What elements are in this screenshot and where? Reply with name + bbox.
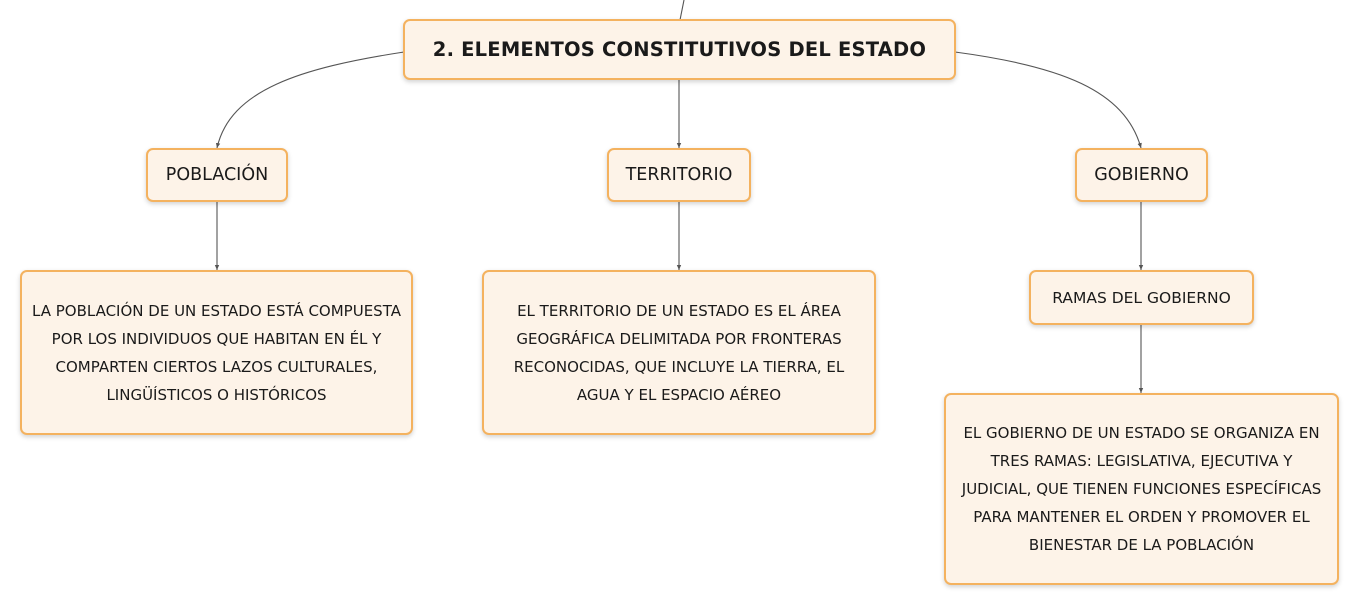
root-node-label: 2. ELEMENTOS CONSTITUTIVOS DEL ESTADO xyxy=(432,38,927,61)
poblacion-description-node[interactable] xyxy=(20,270,413,435)
gobierno-node[interactable] xyxy=(1075,148,1208,202)
connector-incoming-root xyxy=(680,0,684,20)
poblacion-description-text: LA POBLACIÓN DE UN ESTADO ESTÁ COMPUESTA POR LOS INDIVIDUOS QUE HABITAN EN ÉL Y COMPARTEN CIERTOS LAZOS CULTURALES, LINGÜÍSTICOS O HISTÓRICOS xyxy=(32,301,401,404)
gobierno-description-node[interactable] xyxy=(944,393,1339,585)
territorio-description-text: EL TERRITORIO DE UN ESTADO ES EL ÁREA GEOGRÁFICA DELIMITADA POR FRONTERAS RECONOCIDAS, QUE INCLUYE LA TIERRA, EL AGUA Y EL ESPACIO AÉREO xyxy=(513,301,845,404)
root-node[interactable] xyxy=(403,19,956,80)
ramas-node[interactable] xyxy=(1029,270,1254,325)
territorio-node[interactable] xyxy=(607,148,751,202)
poblacion-node[interactable] xyxy=(146,148,288,202)
gobierno-description-text: EL GOBIERNO DE UN ESTADO SE ORGANIZA EN TRES RAMAS: LEGISLATIVA, EJECUTIVA Y JUDICIAL, QUE TIENEN FUNCIONES ESPECÍFICAS PARA MANTENER EL ORDEN Y PROMOVER EL BIENESTAR DE LA POBLACIÓN xyxy=(961,424,1322,554)
connector-root-poblacion xyxy=(217,52,404,148)
ramas-node-label: RAMAS DEL GOBIERNO xyxy=(1052,288,1231,307)
poblacion-node-label: POBLACIÓN xyxy=(165,165,269,185)
gobierno-node-label: GOBIERNO xyxy=(1094,165,1189,185)
territorio-node-label: TERRITORIO xyxy=(625,165,733,185)
connector-root-gobierno xyxy=(955,52,1141,148)
territorio-description-node[interactable] xyxy=(482,270,876,435)
